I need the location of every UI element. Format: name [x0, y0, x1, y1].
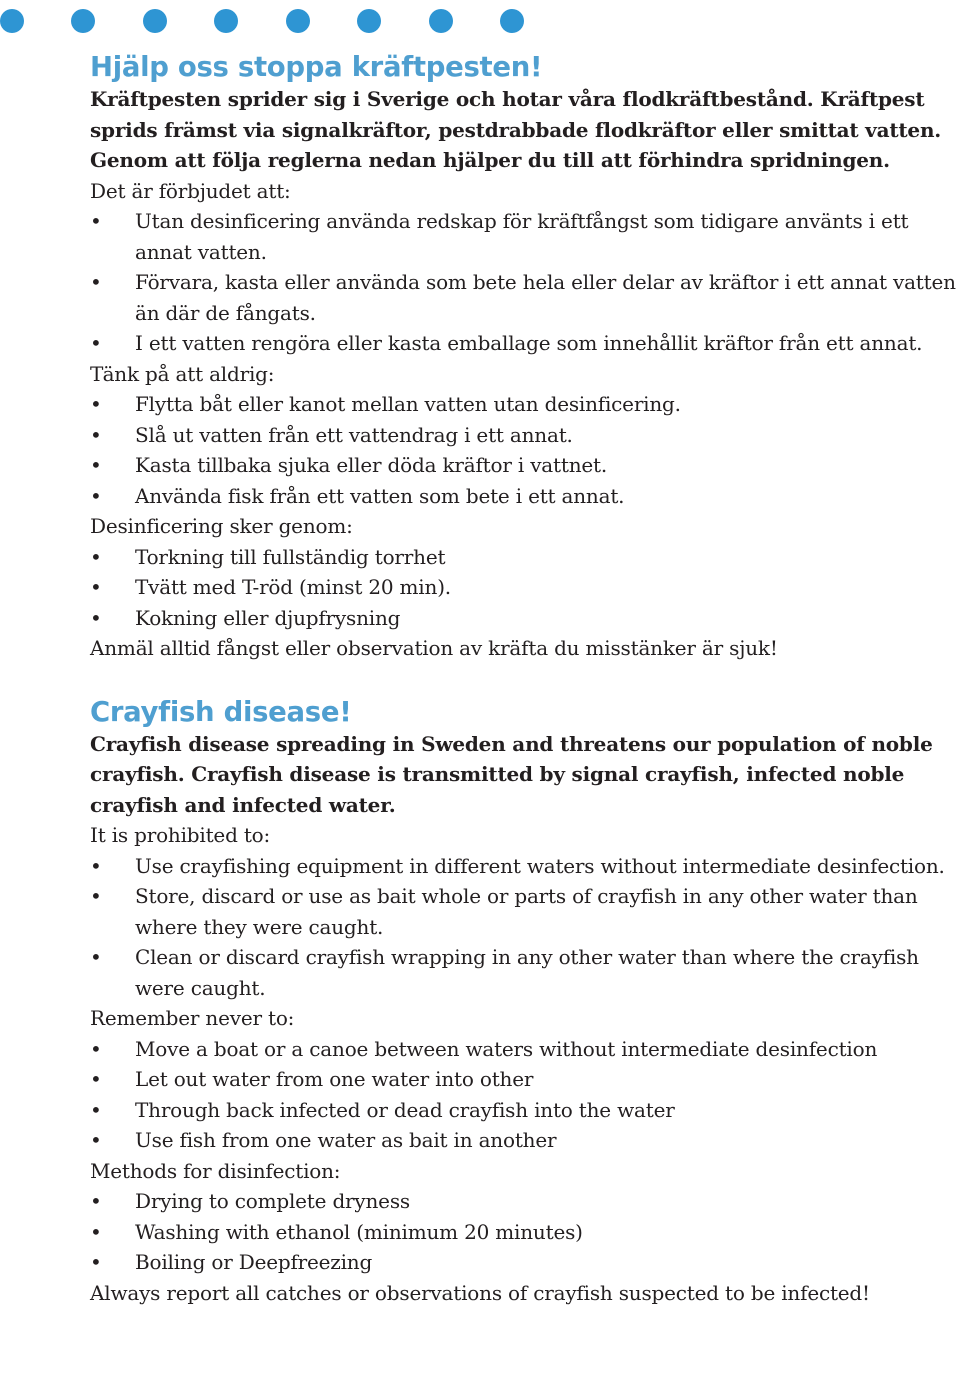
dot-icon: [0, 9, 24, 33]
list-item: • Through back infected or dead crayfish into the water: [90, 1095, 956, 1126]
swedish-disinfection-list: [90, 542, 956, 634]
list-item: • Flytta båt eller kanot mellan vatten utan desinficering.: [90, 389, 956, 420]
decorative-dot-row: [0, 9, 560, 35]
dot-icon: [286, 9, 310, 33]
dot-icon: [500, 9, 524, 33]
list-item: • Use crayfishing equipment in different waters without intermediate desinfection.: [90, 851, 956, 882]
list-item: • Förvara, kasta eller använda som bete hela eller delar av kräftor i ett annat vatten än där de fångats.: [90, 267, 956, 328]
list-item: • Drying to complete dryness: [90, 1186, 956, 1217]
list-item: • Tvätt med T-röd (minst 20 min).: [90, 572, 956, 603]
english-title: Crayfish disease!: [90, 695, 352, 728]
list-item: • Utan desinficering använda redskap för kräftfångst som tidigare använts i ett annat vatten.: [90, 206, 956, 267]
swedish-section: [90, 50, 956, 664]
list-item: • Use fish from one water as bait in another: [90, 1125, 956, 1156]
english-prohibited-heading: It is prohibited to:: [90, 823, 271, 847]
swedish-prohibited-heading: Det är förbjudet att:: [90, 178, 291, 203]
english-never-list: [90, 1034, 956, 1156]
list-item: • Använda fisk från ett vatten som bete i ett annat.: [90, 481, 956, 512]
list-item: • Washing with ethanol (minimum 20 minutes): [90, 1217, 956, 1248]
swedish-report-notice: Anmäl alltid fångst eller observation av kräfta du misstänker är sjuk!: [90, 636, 778, 660]
english-prohibited-list: [90, 851, 956, 1004]
english-disinfection-heading: Methods for disinfection:: [90, 1158, 341, 1183]
english-disinfection-list: [90, 1186, 956, 1278]
dot-icon: [357, 9, 381, 33]
dot-icon: [71, 9, 95, 33]
swedish-title: Hjälp oss stoppa kräftpesten!: [90, 51, 543, 83]
list-item: • Boiling or Deepfreezing: [90, 1247, 956, 1278]
swedish-never-list: [90, 389, 956, 511]
list-item: • Move a boat or a canoe between waters without intermediate desinfection: [90, 1034, 956, 1065]
english-intro: Crayfish disease spreading in Sweden and threatens our population of noble crayfish. Crayfish disease is transmitted by signal crayfish, infected noble crayfish and infected water.: [90, 731, 933, 817]
list-item: • I ett vatten rengöra eller kasta emballage som innehållit kräftor från ett annat.: [90, 328, 956, 359]
swedish-prohibited-list: [90, 206, 956, 359]
english-never-heading: Remember never to:: [90, 1006, 295, 1030]
dot-icon: [143, 9, 167, 33]
list-item: • Kokning eller djupfrysning: [90, 603, 956, 634]
list-item: • Clean or discard crayfish wrapping in any other water than where the crayfish were caught.: [90, 942, 956, 1003]
list-item: • Torkning till fullständig torrhet: [90, 542, 956, 573]
english-report-notice: Always report all catches or observations of crayfish suspected to be infected!: [90, 1280, 870, 1305]
dot-icon: [214, 9, 238, 33]
swedish-never-heading: Tänk på att aldrig:: [90, 361, 275, 386]
english-section: [90, 695, 956, 1309]
list-item: • Slå ut vatten från ett vattendrag i ett annat.: [90, 420, 956, 451]
swedish-intro: Kräftpesten sprider sig i Sverige och hotar våra flodkräftbestånd. Kräftpest sprids främst via signalkräftor, pestdrabbade flodkräftor eller smittat vatten. Genom att följa reglerna nedan hjälper du till att förhindra spridningen.: [90, 87, 942, 172]
list-item: • Kasta tillbaka sjuka eller döda kräftor i vattnet.: [90, 450, 956, 481]
dot-icon: [429, 9, 453, 33]
swedish-disinfection-heading: Desinficering sker genom:: [90, 514, 353, 538]
document-body: [90, 50, 956, 1308]
list-item: • Store, discard or use as bait whole or parts of crayfish in any other water than where they were caught.: [90, 881, 956, 942]
list-item: • Let out water from one water into other: [90, 1064, 956, 1095]
